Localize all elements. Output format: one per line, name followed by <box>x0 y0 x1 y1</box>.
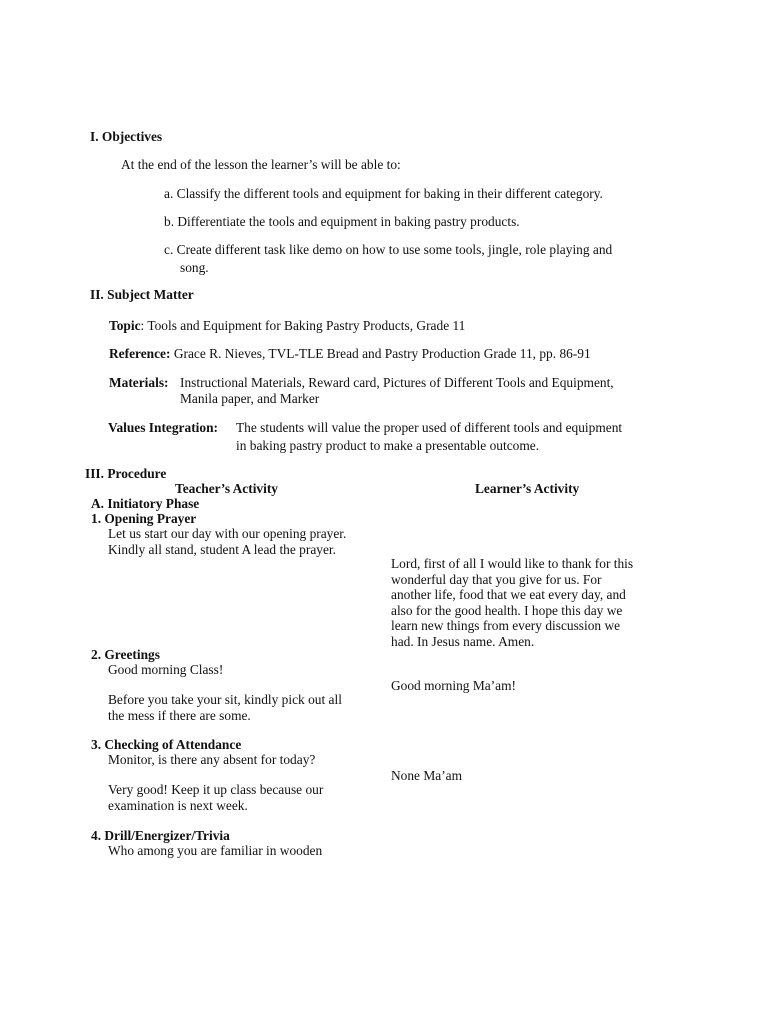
attendance-teacher-2 <box>108 782 323 813</box>
greetings-learner: Good morning Ma’am! <box>391 678 516 693</box>
opening-prayer-teacher <box>108 526 346 557</box>
learner-line: wonderful day that you give for us. For <box>391 571 602 587</box>
materials-label: Materials: <box>109 375 169 390</box>
objectives-intro: At the end of the lesson the learner’s will be able to: <box>121 157 401 172</box>
materials-value <box>180 375 614 406</box>
materials-line: Instructional Materials, Reward card, Pictures of Different Tools and Equipment, <box>180 375 614 390</box>
objective-item-c-cont: song. <box>180 260 209 275</box>
attendance-teacher-1: Monitor, is there any absent for today? <box>108 752 316 767</box>
values-integration-label: Values Integration: <box>108 420 218 435</box>
learner-line: another life, food that we eat every day, and <box>391 587 626 602</box>
subject-matter-heading: II. Subject Matter <box>90 287 194 302</box>
objectives-heading: I. Objectives <box>90 129 163 144</box>
drill-teacher: Who among you are familiar in wooden <box>108 843 323 858</box>
learner-activity-header: Learner’s Activity <box>475 481 580 496</box>
procedure-heading: III. Procedure <box>85 466 167 481</box>
learner-line: learn new things from every discussion we <box>391 618 621 633</box>
teacher-line: Very good! Keep it up class because our <box>108 782 324 797</box>
initiatory-phase-heading: A. Initiatory Phase <box>91 496 200 511</box>
values-line-1: The students will value the proper used of different tools and equipment <box>236 420 623 435</box>
teacher-line: Before you take your sit, kindly pick out all <box>108 692 342 707</box>
teacher-line: the mess if there are some. <box>108 707 251 723</box>
greetings-teacher-2 <box>108 692 342 723</box>
teacher-line: examination is next week. <box>108 797 248 813</box>
objective-item-b: b. Differentiate the tools and equipment in baking pastry products. <box>164 214 520 229</box>
objective-item-c: c. Create different task like demo on how to use some tools, jingle, role playing and <box>164 242 613 257</box>
topic-value: : Tools and Equipment for Baking Pastry Products, Grade 11 <box>140 318 466 333</box>
learner-line: had. In Jesus name. Amen. <box>391 633 535 649</box>
reference-value: Grace R. Nieves, TVL-TLE Bread and Pastry Production Grade 11, pp. 86-91 <box>173 346 591 361</box>
opening-prayer-heading: 1. Opening Prayer <box>91 511 197 526</box>
materials-line: Manila paper, and Marker <box>180 390 320 406</box>
opening-prayer-learner <box>391 556 633 649</box>
greetings-heading: 2. Greetings <box>91 647 160 662</box>
attendance-heading: 3. Checking of Attendance <box>91 737 242 752</box>
learner-line: also for the good health. I hope this day we <box>391 602 623 618</box>
topic-label: Topic <box>109 318 141 333</box>
values-line-2: in baking pastry product to make a presentable outcome. <box>236 438 540 453</box>
objective-item-a: a. Classify the different tools and equipment for baking in their different category. <box>164 186 603 201</box>
learner-line: Lord, first of all I would like to thank for this <box>391 556 634 571</box>
teacher-line: Kindly all stand, student A lead the prayer. <box>108 541 336 557</box>
teacher-activity-header: Teacher’s Activity <box>175 481 279 496</box>
greetings-teacher-1: Good morning Class! <box>108 662 224 677</box>
attendance-learner: None Ma’am <box>391 768 463 783</box>
drill-heading: 4. Drill/Energizer/Trivia <box>91 828 230 843</box>
reference-label: Reference: <box>109 346 171 361</box>
reference-row <box>109 346 591 361</box>
teacher-line: Let us start our day with our opening prayer. <box>108 526 347 541</box>
topic-row <box>109 318 465 333</box>
